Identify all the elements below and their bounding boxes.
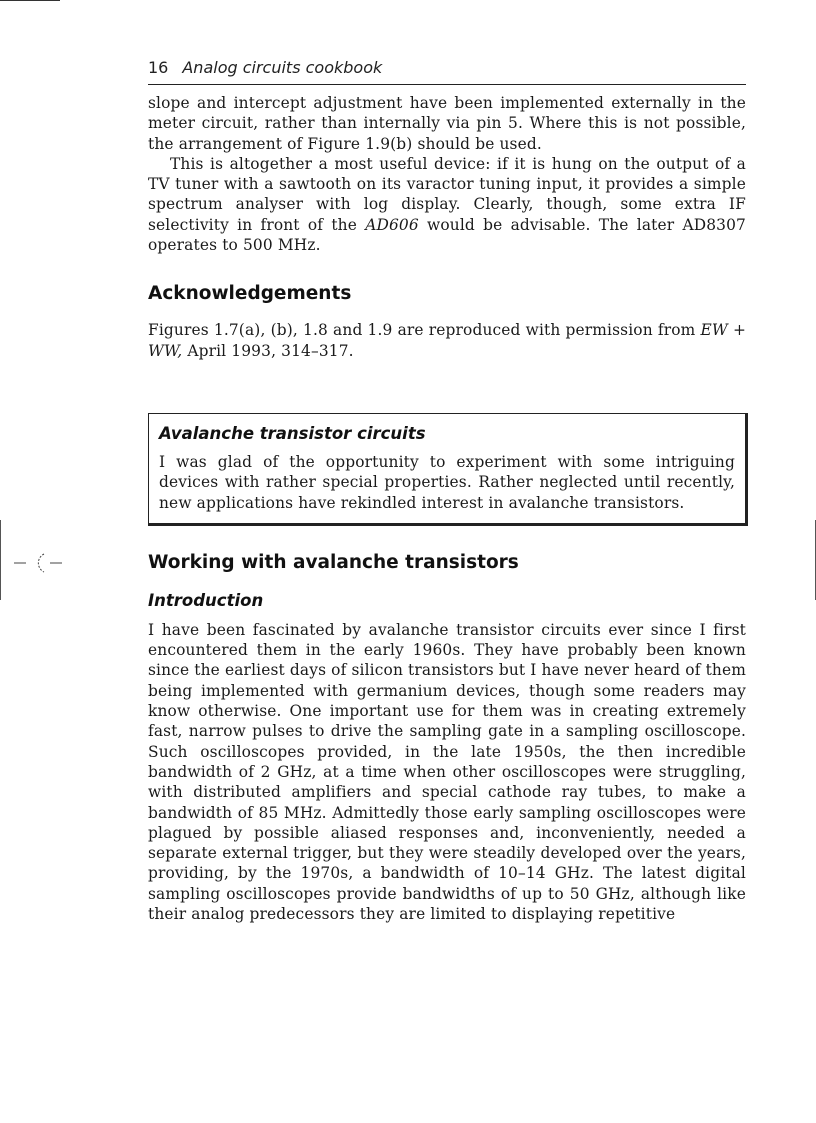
- paragraph-text: This is altogether a most useful device: if it is hung on the output of a TV tuner with a sawtooth on its varactor tuning input, it provides a simple spectrum analyser with log display. Clearly, though, some extra IF selectivity in front of the: [148, 154, 746, 234]
- sidebar-box: [148, 413, 748, 526]
- registration-mark-icon: [14, 548, 64, 578]
- acknowledgements-heading: Acknowledgements: [148, 283, 352, 305]
- box-text: I was glad of the opportunity to experiment with some intriguing devices with rather special properties. Rather neglected until recently, new applications have rekindled interest in avalanche transistors.: [159, 452, 735, 512]
- part-number-emphasis: AD606: [365, 215, 419, 234]
- book-title: Analog circuits cookbook: [182, 58, 383, 77]
- paragraph-spectrum-analyser: [148, 154, 746, 255]
- introduction-text: I have been fascinated by avalanche transistor circuits ever since I first encountered them in the early 1960s. They have probably been known since the earliest days of silicon transistors but I have never heard of them being implemented with germanium devices, though some readers may know otherwise. One important use for them was in creating extremely fast, narrow pulses to drive the sampling gate in a sampling oscilloscope. Such oscilloscopes provided, in the late 1950s, the then incredible bandwidth of 2 GHz, at a time when other oscilloscopes were struggling, with distributed amplifiers and special cathode ray tubes, to make a bandwidth of 85 MHz. Admittedly those early sampling oscilloscopes were plagued by possible aliased responses and, inconveniently, needed a separate external trigger, but they were steadily developed over the years, providing, by the 1970s, a bandwidth of 10–14 GHz. The latest digital sampling oscilloscopes provide bandwidths of up to 50 GHz, although like their analog predecessors they are limited to displaying repetitive: [148, 620, 746, 924]
- paragraph-text: would be advisable. The later AD8307 operates to 500 MHz.: [148, 215, 747, 255]
- running-header: [148, 58, 746, 85]
- publication-emphasis: EW + WW,: [148, 321, 746, 360]
- acknowledgements-text-part: Figures 1.7(a), (b), 1.8 and 1.9 are reproduced with permission from: [148, 321, 701, 340]
- section-heading: Working with avalanche transistors: [148, 551, 519, 573]
- acknowledgements-text-part: April 1993, 314–317.: [182, 341, 354, 360]
- box-heading: Avalanche transistor circuits: [159, 423, 426, 443]
- page-content: [148, 58, 746, 924]
- paragraph-continuation: slope and intercept adjustment have been implemented externally in the meter circuit, rather than internally via pin 5. Where this is not possible, the arrangement of Figure 1.9(b) should be used.: [148, 94, 746, 153]
- crop-mark-top: [0, 0, 60, 1]
- page-edge-left: [0, 520, 1, 600]
- page-number: 16: [148, 58, 169, 77]
- acknowledgements-text: [148, 320, 746, 361]
- subsection-heading: Introduction: [148, 590, 264, 610]
